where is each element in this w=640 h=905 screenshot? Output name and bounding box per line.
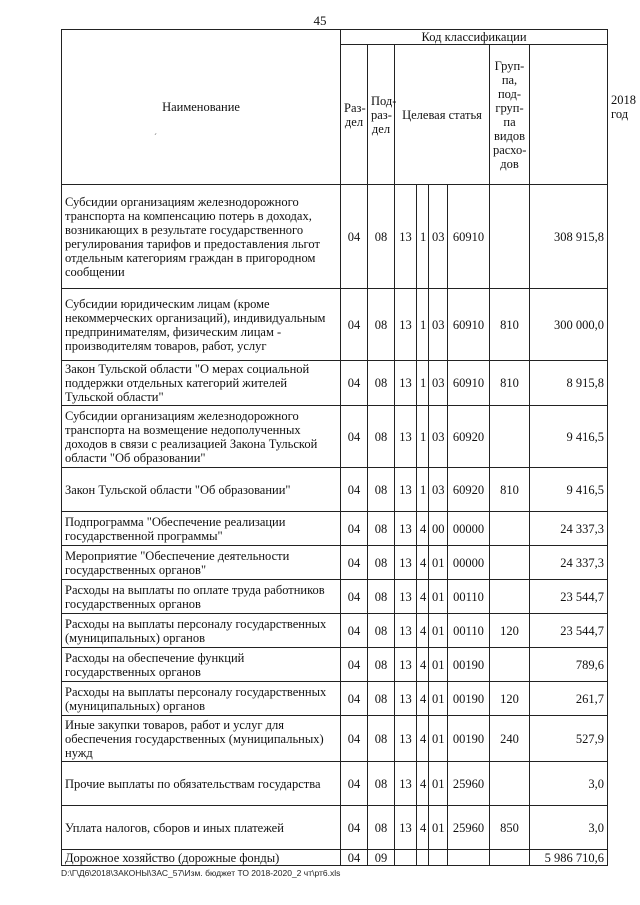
cell-c1: 13	[395, 648, 417, 682]
cell-pr: 08	[368, 806, 395, 850]
cell-c2: 4	[417, 614, 429, 648]
cell-amount: 24 337,3	[530, 546, 608, 580]
cell-name: Субсидии юридическим лицам (кроме некоммерческих организаций), индивидуальным предпринимателям, физическим лицам - производителям товаров, работ, услуг	[62, 289, 341, 361]
cell-rz: 04	[341, 580, 368, 614]
cell-c1: 13	[395, 716, 417, 762]
cell-c1: 13	[395, 406, 417, 468]
cell-amount: 8 915,8	[530, 361, 608, 406]
cell-rz: 04	[341, 361, 368, 406]
cell-c4: 60910	[448, 185, 490, 289]
cell-vr	[490, 546, 530, 580]
col-header-razdel: Раз-дел	[341, 45, 368, 185]
cell-c2: 4	[417, 648, 429, 682]
cell-name: Подпрограмма "Обеспечение реализации государственной программы"	[62, 512, 341, 546]
cell-pr: 08	[368, 468, 395, 512]
cell-amount: 9 416,5	[530, 406, 608, 468]
cell-vr: 240	[490, 716, 530, 762]
cell-c4: 25960	[448, 762, 490, 806]
cell-c2: 4	[417, 682, 429, 716]
cell-c1: 13	[395, 614, 417, 648]
cell-c3: 01	[429, 614, 448, 648]
cell-name: Расходы на выплаты персоналу государственных (муниципальных) органов	[62, 682, 341, 716]
cell-c2: 4	[417, 512, 429, 546]
cell-c1: 13	[395, 806, 417, 850]
cell-pr: 08	[368, 716, 395, 762]
cell-amount: 3,0	[530, 806, 608, 850]
cell-rz: 04	[341, 648, 368, 682]
cell-amount: 308 915,8	[530, 185, 608, 289]
cell-name: Уплата налогов, сборов и иных платежей	[62, 806, 341, 850]
cell-amount: 9 416,5	[530, 468, 608, 512]
cell-pr: 08	[368, 580, 395, 614]
cell-vr	[490, 648, 530, 682]
cell-c4: 00190	[448, 682, 490, 716]
cell-c3: 03	[429, 185, 448, 289]
cell-amount: 5 986 710,6	[530, 850, 608, 866]
cell-pr: 08	[368, 682, 395, 716]
budget-table: Наименование Код классификации 2018 год Раз-дел Под-раз-дел Целевая статья Груп-па, под-груп-па видов расхо-дов Субсидии организациям железнодорожного транспорта на компенсацию потерь в доходах, возникающих в результате государственного регулирования тарифов и предоставления льгот отдельным категориям граждан в пригородном сообщении 04 08 13 1 03 60910 308 915,8 Субсидии юридическим лицам (кроме некоммерческих организаций), индивидуальным предпринимателям, физическим лицам - производителям товаров, работ, услуг 04 08 13 1 03 60910 810 300 000,0 Закон Тульской области "О мерах социальной поддержки отдельных категорий жителей Тульской области" 04 08 13 1 03 60910 810 8 915,8 Субсидии организациям железнодорожного транспорта на возмещение недополученных доходов в связи с реализацией Закона Тульской области "Об образовании" 04 08 13 1 03 60920 9 416,5 Закон Тульской области "Об образовании" 04 08 13 1 03 60920 810 9 416,5 Подпрограмма "Обеспечение реализации государственной программы" 04 08 13 4 00 00000 24 337,3 Мероприятие "Обеспечение деятельности государственных органов" 04 08 13 4 01 00000 24 337,3 Расходы на выплаты по оплате труда работников государственных органов 04 08 13 4 01 00110 23 544,7 Расходы на выплаты персоналу государственных (муниципальных) органов 04 08 13 4 01 00110 120 23 544,7 Расходы на обеспечение функций государственных органов 04 08 13 4 01 00190 789,6 Расходы на выплаты персоналу государственных (муниципальных) органов 04 08 13 4 01 00190 120 261,7 Иные закупки товаров, работ и услуг для обеспечения государственных (муниципальных) нужд 04 08 13 4 01 00190 240 527,9 Прочие выплаты по обязательствам государства 04 08 13 4 01 25960 3,0 Уплата налогов, сборов и иных платежей 04 08 13 4 01 25960 850 3,0 Дорожное хозяйство (дорожные фонды) 04 09 5 986 710,6	[61, 29, 608, 866]
cell-c3: 01	[429, 546, 448, 580]
cell-vr	[490, 850, 530, 866]
cell-rz: 04	[341, 682, 368, 716]
cell-c4: 60920	[448, 468, 490, 512]
table-row	[62, 580, 608, 614]
cell-rz: 04	[341, 546, 368, 580]
cell-name: Расходы на выплаты персоналу государственных (муниципальных) органов	[62, 614, 341, 648]
cell-amount: 3,0	[530, 762, 608, 806]
cell-rz: 04	[341, 614, 368, 648]
table-row	[62, 361, 608, 406]
cell-amount: 789,6	[530, 648, 608, 682]
cell-rz: 04	[341, 406, 368, 468]
cell-c4: 00110	[448, 580, 490, 614]
cell-pr: 08	[368, 361, 395, 406]
cell-c4: 00000	[448, 546, 490, 580]
cell-vr: 810	[490, 361, 530, 406]
cell-c4	[448, 850, 490, 866]
cell-c1: 13	[395, 512, 417, 546]
cell-vr: 120	[490, 682, 530, 716]
col-header-group: Груп-па, под-груп-па видов расхо-дов	[490, 45, 530, 185]
cell-vr: 810	[490, 289, 530, 361]
cell-vr	[490, 580, 530, 614]
cell-c4: 00190	[448, 716, 490, 762]
cell-c2: 4	[417, 580, 429, 614]
table-row	[62, 614, 608, 648]
table-row	[62, 682, 608, 716]
cell-c2: 1	[417, 406, 429, 468]
table-row	[62, 468, 608, 512]
cell-c1: 13	[395, 361, 417, 406]
cell-c4: 60920	[448, 406, 490, 468]
cell-rz: 04	[341, 806, 368, 850]
cell-pr: 08	[368, 614, 395, 648]
cell-c2	[417, 850, 429, 866]
cell-vr	[490, 762, 530, 806]
cell-name: Дорожное хозяйство (дорожные фонды)	[62, 850, 341, 866]
cell-c3: 01	[429, 762, 448, 806]
cell-name: Иные закупки товаров, работ и услуг для обеспечения государственных (муниципальных) нужд	[62, 716, 341, 762]
cell-c2: 4	[417, 546, 429, 580]
cell-c3: 01	[429, 806, 448, 850]
table-row	[62, 806, 608, 850]
cell-name: Субсидии организациям железнодорожного транспорта на компенсацию потерь в доходах, возникающих в результате государственного регулирования тарифов и предоставления льгот отдельным категориям граждан в пригородном сообщении	[62, 185, 341, 289]
file-path-footer: D:\Г\Д6\2018\ЗАКОНЫ\ЗАС_57\Изм. бюджет ТО 2018-2020_2 чт\рт6.xls	[61, 868, 341, 878]
cell-c4: 25960	[448, 806, 490, 850]
cell-rz: 04	[341, 185, 368, 289]
cell-amount: 261,7	[530, 682, 608, 716]
cell-rz: 04	[341, 762, 368, 806]
cell-c2: 1	[417, 185, 429, 289]
cell-pr: 08	[368, 406, 395, 468]
cell-rz: 04	[341, 512, 368, 546]
cell-name: Расходы на обеспечение функций государственных органов	[62, 648, 341, 682]
cell-c3: 01	[429, 682, 448, 716]
table-body	[62, 185, 608, 866]
cell-c1: 13	[395, 289, 417, 361]
table-row	[62, 185, 608, 289]
cell-amount: 23 544,7	[530, 580, 608, 614]
page-number: 45	[313, 13, 327, 28]
cell-amount: 300 000,0	[530, 289, 608, 361]
cell-c3: 03	[429, 289, 448, 361]
cell-rz: 04	[341, 850, 368, 866]
table-row	[62, 289, 608, 361]
cell-c3: 03	[429, 468, 448, 512]
cell-c3: 03	[429, 361, 448, 406]
cell-pr: 09	[368, 850, 395, 866]
cell-c3: 01	[429, 716, 448, 762]
cell-vr	[490, 406, 530, 468]
cell-c3: 03	[429, 406, 448, 468]
cell-pr: 08	[368, 185, 395, 289]
cell-vr: 850	[490, 806, 530, 850]
col-header-podrazdel: Под-раз-дел	[368, 45, 395, 185]
cell-pr: 08	[368, 512, 395, 546]
table-row	[62, 762, 608, 806]
cell-amount: 527,9	[530, 716, 608, 762]
cell-c1: 13	[395, 682, 417, 716]
table-row	[62, 850, 608, 866]
cell-c1: 13	[395, 185, 417, 289]
cell-c4: 00190	[448, 648, 490, 682]
table-row	[62, 406, 608, 468]
cell-c3: 01	[429, 648, 448, 682]
cell-c1: 13	[395, 762, 417, 806]
cell-name: Закон Тульской области "Об образовании"	[62, 468, 341, 512]
cell-c3: 00	[429, 512, 448, 546]
cell-c1	[395, 850, 417, 866]
table-row	[62, 546, 608, 580]
cell-rz: 04	[341, 716, 368, 762]
col-header-target: Целевая статья	[395, 45, 490, 185]
table-row	[62, 648, 608, 682]
cell-name: Расходы на выплаты по оплате труда работников государственных органов	[62, 580, 341, 614]
cell-pr: 08	[368, 762, 395, 806]
cell-pr: 08	[368, 546, 395, 580]
cell-rz: 04	[341, 468, 368, 512]
cell-c4: 60910	[448, 361, 490, 406]
cell-vr	[490, 185, 530, 289]
cell-name: Закон Тульской области "О мерах социальной поддержки отдельных категорий жителей Тульской области"	[62, 361, 341, 406]
cell-c4: 60910	[448, 289, 490, 361]
cell-vr: 810	[490, 468, 530, 512]
cell-c4: 00110	[448, 614, 490, 648]
cell-c3	[429, 850, 448, 866]
cell-amount: 24 337,3	[530, 512, 608, 546]
cell-c1: 13	[395, 468, 417, 512]
cell-name: Мероприятие "Обеспечение деятельности государственных органов"	[62, 546, 341, 580]
cell-c1: 13	[395, 580, 417, 614]
cell-c1: 13	[395, 546, 417, 580]
cell-c2: 1	[417, 361, 429, 406]
cell-rz: 04	[341, 289, 368, 361]
cell-pr: 08	[368, 648, 395, 682]
cell-c2: 1	[417, 289, 429, 361]
cell-vr	[490, 512, 530, 546]
cell-pr: 08	[368, 289, 395, 361]
cell-name: Прочие выплаты по обязательствам государства	[62, 762, 341, 806]
table-row	[62, 512, 608, 546]
col-header-code: Код классификации	[341, 30, 608, 45]
cell-c2: 4	[417, 716, 429, 762]
cell-amount: 23 544,7	[530, 614, 608, 648]
cell-c2: 4	[417, 806, 429, 850]
cell-c2: 4	[417, 762, 429, 806]
col-header-name: Наименование	[62, 30, 341, 185]
cell-c3: 01	[429, 580, 448, 614]
scan-mark: ˊ	[154, 132, 157, 142]
cell-c4: 00000	[448, 512, 490, 546]
table-row	[62, 716, 608, 762]
cell-vr: 120	[490, 614, 530, 648]
cell-name: Субсидии организациям железнодорожного транспорта на возмещение недополученных доходов в связи с реализацией Закона Тульской области "Об образовании"	[62, 406, 341, 468]
cell-c2: 1	[417, 468, 429, 512]
